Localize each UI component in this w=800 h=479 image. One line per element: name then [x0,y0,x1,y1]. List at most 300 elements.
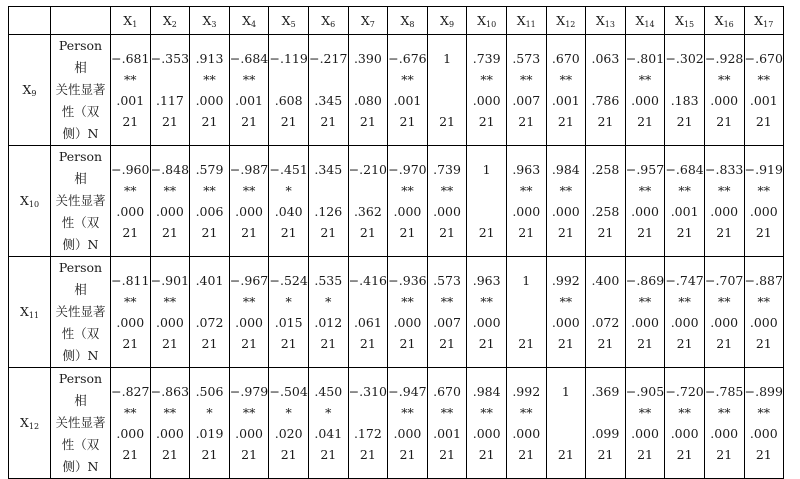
correlation-value: −.670 [744,51,783,66]
statistic-label-line: Person 相 [58,371,103,408]
column-header-base: X [123,12,133,28]
p-value: .000 [710,204,739,219]
significance-marker [349,291,388,312]
p-value: .000 [472,426,501,441]
column-header-base: X [556,12,566,28]
correlation-value: .063 [591,51,620,66]
sample-size: 21 [241,336,258,351]
p-value: .000 [670,315,699,330]
p-value [428,90,467,111]
significance-marker [309,180,348,201]
correlation-cell [269,35,309,146]
significance-marker: ** [757,183,771,198]
correlation-value: −.833 [705,162,744,177]
correlation-cell [427,35,467,146]
significance-marker: ** [519,183,533,198]
p-value: .080 [353,93,382,108]
significance-marker: ** [757,294,771,309]
column-header-base: X [477,12,486,28]
table-body [9,35,784,479]
correlation-cell [150,257,190,368]
significance-marker: ** [163,294,177,309]
correlation-value: −.720 [665,384,704,399]
correlation-cell [625,35,665,146]
significance-marker [309,69,348,90]
correlation-value: −.524 [269,273,308,288]
statistic-label-line: 侧）N [62,459,99,474]
significance-marker [467,180,506,201]
p-value: .000 [155,426,184,441]
significance-marker: ** [124,72,137,87]
sample-size: 21 [280,114,297,129]
correlation-cell [348,35,388,146]
sample-size: 21 [518,114,535,129]
significance-marker: ** [678,183,691,198]
correlation-value: 1 [482,162,491,177]
p-value: .000 [710,315,739,330]
column-header-base: X [360,12,370,28]
correlation-cell [229,35,269,146]
significance-marker [586,180,625,201]
correlation-value: −.217 [309,51,348,66]
correlation-value: .984 [551,162,580,177]
p-value: .000 [631,93,659,108]
significance-marker: ** [440,405,454,420]
sample-size: 21 [597,447,614,462]
correlation-cell [150,368,190,479]
correlation-value: .992 [551,273,580,288]
correlation-cell [348,368,388,479]
significance-marker [428,69,467,90]
significance-marker [190,291,229,312]
correlation-cell [744,368,784,479]
significance-marker: ** [401,183,414,198]
sample-size: 21 [320,225,337,240]
sample-size: 21 [439,114,455,129]
p-value: .015 [274,315,303,330]
column-header-base: X [714,12,724,28]
column-header-base: X [675,12,684,28]
sample-size: 21 [241,114,258,129]
p-value: .001 [116,93,145,108]
significance-marker: ** [124,405,137,420]
correlation-cell [111,35,151,146]
column-header-base: X [242,12,251,28]
p-value: .099 [591,426,620,441]
sample-size: 21 [201,447,218,462]
significance-marker: ** [163,405,177,420]
row-variable-header [9,368,51,479]
p-value: .000 [433,204,461,219]
column-header-subscript: 2 [171,19,177,29]
p-value: .012 [314,315,343,330]
correlation-cell [546,146,586,257]
significance-marker: * [285,294,292,309]
p-value: .258 [591,204,620,219]
row-variable-header [9,146,51,257]
correlation-value: .400 [591,273,620,288]
significance-marker: * [325,294,332,309]
sample-size: 21 [716,114,733,129]
correlation-value: −.827 [111,384,150,399]
row-variable-base: X [19,193,29,208]
significance-marker: ** [678,405,691,420]
p-value: .000 [116,315,145,330]
correlation-cell [229,368,269,479]
column-header [111,7,151,35]
correlation-value: .390 [353,51,382,66]
p-value: .000 [235,426,263,441]
statistic-label-line: 性（双 [61,326,100,341]
sample-size: 21 [320,336,337,351]
correlation-cell [308,35,348,146]
significance-marker: ** [203,72,216,87]
correlation-value: −.416 [348,273,388,288]
significance-marker: ** [638,294,652,309]
correlation-value: −.979 [229,384,269,399]
correlation-cell [704,146,744,257]
sample-size: 21 [637,225,653,240]
p-value: .000 [749,204,778,219]
p-value: .020 [274,426,303,441]
sample-size: 21 [518,336,535,351]
p-value: .000 [235,315,263,330]
correlation-cell [348,257,388,368]
correlation-value: .369 [591,384,620,399]
sample-size: 21 [359,225,376,240]
significance-marker: ** [638,72,652,87]
p-value: .117 [155,93,184,108]
column-header [744,7,784,35]
column-header-subscript: 11 [525,19,536,29]
sample-size: 21 [201,114,218,129]
correlation-cell [625,146,665,257]
significance-marker: ** [638,183,652,198]
column-header-base: X [162,12,172,28]
p-value: .000 [155,204,184,219]
significance-marker: ** [440,183,454,198]
p-value: .007 [433,315,461,330]
label-header-cell [51,7,111,35]
significance-marker: ** [559,294,573,309]
p-value: .000 [710,426,739,441]
correlation-cell [665,368,705,479]
sample-size: 21 [557,447,574,462]
significance-marker: ** [480,405,493,420]
sample-size: 21 [241,447,258,462]
correlation-table-container [8,6,784,479]
p-value [507,312,546,333]
column-header-subscript: 12 [565,19,576,29]
p-value: .061 [353,315,382,330]
significance-marker: ** [124,183,137,198]
correlation-value: −.310 [348,384,388,399]
p-value: .000 [472,315,501,330]
correlation-value: .401 [195,273,224,288]
correlation-cell [546,257,586,368]
column-header [229,7,269,35]
sample-size: 21 [637,114,653,129]
sample-size: 21 [478,114,495,129]
significance-marker: ** [242,405,256,420]
correlation-value: .506 [195,384,224,399]
table-row [9,146,784,257]
correlation-cell [229,146,269,257]
sample-size: 21 [557,225,574,240]
sample-size: 21 [597,225,614,240]
sample-size: 21 [161,225,178,240]
correlation-cell [625,257,665,368]
sample-size: 21 [557,336,574,351]
correlation-cell [427,257,467,368]
row-variable-subscript: 9 [31,89,37,98]
p-value [547,423,586,444]
significance-marker [547,402,586,423]
statistic-label-line: Person 相 [58,38,103,75]
sample-size: 21 [161,447,178,462]
sample-size: 21 [597,114,614,129]
sample-size: 21 [399,114,416,129]
p-value: .000 [393,426,422,441]
sample-size: 21 [755,447,772,462]
significance-marker: ** [559,183,573,198]
correlation-cell [150,35,190,146]
correlation-cell [229,257,269,368]
p-value: .000 [512,204,541,219]
correlation-value: −.747 [665,273,704,288]
row-variable-subscript: 12 [28,422,40,431]
p-value: .001 [670,204,699,219]
significance-marker: ** [203,183,216,198]
sample-size: 21 [518,447,535,462]
correlation-cell [388,368,428,479]
correlation-value: .670 [433,384,461,399]
sample-size: 21 [478,225,495,240]
correlation-value: −.684 [229,51,269,66]
correlation-cell [427,146,467,257]
row-variable-subscript: 11 [28,311,40,320]
significance-marker [586,69,625,90]
significance-marker: * [285,405,292,420]
correlation-value: −.684 [665,162,704,177]
correlation-cell [744,257,784,368]
sample-size: 21 [755,336,772,351]
p-value: .019 [195,426,224,441]
correlation-cell [506,257,546,368]
correlation-cell [586,368,626,479]
column-header-base: X [281,12,291,28]
corner-cell [9,7,51,35]
significance-marker: ** [242,183,256,198]
correlation-value: −.863 [150,384,190,399]
p-value: .000 [393,315,422,330]
sample-size: 21 [122,336,139,351]
statistic-label-line: 关性显著 [55,193,106,208]
sample-size: 21 [280,225,297,240]
correlation-cell [269,257,309,368]
p-value: .000 [155,315,184,330]
correlation-value: −.353 [150,51,190,66]
significance-marker: ** [242,72,256,87]
correlation-cell [111,257,151,368]
row-variable-header [9,257,51,368]
column-header-base: X [635,12,645,28]
correlation-cell [467,368,507,479]
correlation-value: −.811 [111,273,150,288]
sample-size: 21 [637,447,653,462]
correlation-cell [744,35,784,146]
p-value: .001 [235,93,263,108]
significance-marker [349,180,388,201]
sample-size: 21 [439,447,455,462]
correlation-cell [546,368,586,479]
significance-marker: ** [480,294,493,309]
correlation-cell [506,368,546,479]
column-header [704,7,744,35]
column-header-subscript: 13 [604,19,615,29]
table-row [9,368,784,479]
statistic-label [51,368,111,479]
sample-size: 21 [439,336,455,351]
p-value: .362 [353,204,382,219]
significance-marker [586,402,625,423]
p-value: .000 [393,204,422,219]
correlation-value: −.210 [348,162,388,177]
p-value: .000 [551,204,580,219]
statistic-label [51,35,111,146]
statistic-label-line: 关性显著 [55,304,106,319]
sample-size: 21 [122,447,139,462]
correlation-cell [665,146,705,257]
p-value: .000 [116,426,145,441]
p-value: .126 [314,204,343,219]
correlation-cell [665,257,705,368]
row-variable-base: X [22,82,32,97]
sample-size: 21 [241,225,258,240]
correlation-value: −.707 [705,273,744,288]
correlation-value: −.936 [388,273,427,288]
column-header-base: X [202,12,212,28]
statistic-label-line: 关性显著 [55,415,106,430]
correlation-value: −.801 [625,51,665,66]
statistic-label-line: 性（双 [61,437,100,452]
column-header-base: X [516,12,526,28]
column-header [190,7,230,35]
correlation-cell [190,35,230,146]
column-header-subscript: 17 [763,19,774,29]
sample-size: 21 [755,114,772,129]
p-value: .000 [235,204,263,219]
p-value: .000 [116,204,145,219]
column-header-base: X [595,12,605,28]
significance-marker: ** [717,294,731,309]
statistic-label [51,146,111,257]
row-variable-subscript: 10 [28,200,40,209]
correlation-value: −.887 [744,273,783,288]
correlation-value: .450 [314,384,343,399]
correlation-value: .992 [512,384,541,399]
statistic-label-line: 侧）N [62,126,99,141]
correlation-cell [586,35,626,146]
correlation-cell [744,146,784,257]
correlation-value: −.848 [150,162,190,177]
significance-marker: ** [717,405,731,420]
correlation-value: .739 [472,51,501,66]
correlation-cell [427,368,467,479]
column-header [427,7,467,35]
sample-size: 21 [161,336,178,351]
sample-size: 21 [557,114,574,129]
correlation-value: .345 [314,162,343,177]
column-header-subscript: 15 [683,19,695,29]
significance-marker: ** [401,405,414,420]
p-value: .000 [551,315,580,330]
correlation-value: −.785 [705,384,744,399]
p-value: .000 [195,93,224,108]
column-header-subscript: 4 [250,19,257,29]
p-value: .183 [670,93,699,108]
significance-marker [349,69,388,90]
column-header-subscript: 7 [369,19,375,29]
correlation-cell [190,368,230,479]
significance-marker: ** [440,294,454,309]
sample-size: 21 [439,225,455,240]
correlation-value: −.967 [229,273,269,288]
correlation-cell [506,146,546,257]
p-value: .072 [591,315,620,330]
p-value: .172 [353,426,382,441]
sample-size: 21 [359,336,376,351]
p-value: .006 [195,204,224,219]
p-value: .000 [472,93,501,108]
row-variable-base: X [19,415,29,430]
correlation-value: −.905 [625,384,665,399]
row-variable-base: X [19,304,29,319]
correlation-value: .739 [433,162,461,177]
sample-size: 21 [716,336,733,351]
p-value: .072 [195,315,224,330]
significance-marker [269,69,308,90]
correlation-cell [269,368,309,479]
sample-size: 21 [280,336,297,351]
correlation-cell [665,35,705,146]
correlation-value: .670 [551,51,580,66]
significance-marker: ** [559,72,573,87]
statistic-label-line: 关性显著 [55,82,106,97]
column-header [506,7,546,35]
statistic-label [51,257,111,368]
sample-size: 21 [518,225,535,240]
correlation-cell [467,146,507,257]
column-header-subscript: 1 [132,19,138,29]
statistic-label-line: Person 相 [58,149,103,186]
correlation-cell [704,257,744,368]
column-header-subscript: 14 [644,19,655,29]
statistic-label-line: 性（双 [61,104,100,119]
correlation-value: −.970 [388,162,427,177]
p-value: .041 [314,426,343,441]
correlation-value: 1 [443,51,452,66]
sample-size: 21 [676,114,693,129]
correlation-cell [348,146,388,257]
p-value: .000 [631,315,659,330]
column-header-base: X [321,12,331,28]
correlation-value: −.987 [229,162,269,177]
p-value: .000 [749,315,778,330]
sample-size: 21 [122,225,139,240]
correlation-value: .535 [314,273,343,288]
correlation-cell [150,146,190,257]
